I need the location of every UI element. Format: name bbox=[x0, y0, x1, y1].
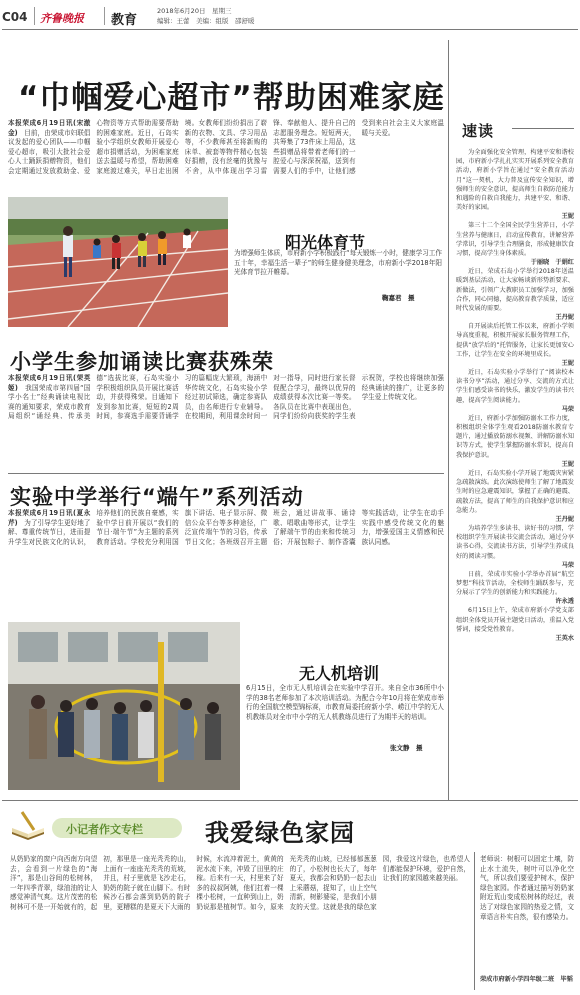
article3-text: 为了引导学生更好地了解、尊重传统节日，进而提升学生对民族文化的认识，培养他们的民族自豪感，实验中学日前开展以“我们的节日·端午节”为主题的系列教育活动。学校充分利用国旗下讲话、电子显示屏、微信公众平台等多种途径，广泛宣传端午节的习俗，传承节日文化；各班级召开主题班会，通过讲故事、诵诗歌、唱歌曲等形式，让学生了解端午节的由来和传统习俗；开展包粽子、制作香囊等实践活动，让学生在动手实践中感受传统文化的魅力，增强爱国主义情感和民族认同感。 bbox=[8, 509, 444, 546]
quick-news-line bbox=[512, 128, 574, 129]
photo1-title: 阳光体育节 bbox=[285, 233, 366, 252]
column-teacher-note: 老师说：树根可以固定土壤，防止水土流失，树叶可以净化空气，所以我们要爱护树木，保护绿色家园。作者通过描写奶奶家附近荒山变成松树林的经过，表达了对绿色家园的热爱之情，文章语言朴实自然，很有感染力。 bbox=[480, 855, 574, 921]
quick-news-byline: 王丹妮 bbox=[555, 515, 574, 523]
photo2-caption: 6月15日，全市无人机培训会在实验中学召开。来自全市36所中小学的38名老师参加了本次培训活动。为配合今年10月将在荣成市举行的全国航空模型锦标赛，市教育局委托府新小学、崂江中学的无人机教练员对全市中小学的无人机教练员进行了为期半天的培训。 bbox=[246, 684, 444, 721]
drone-training-photo bbox=[8, 622, 240, 790]
quick-news-byline: 王妮 bbox=[561, 460, 574, 468]
column-divider bbox=[474, 852, 475, 990]
quick-news-item: 为培养学生多读书、读好书的习惯，学校组织学生开展读书交流会活动，通过分享读书心得，交流读书方法，引导学生养成良好的阅读习惯。 bbox=[456, 524, 574, 560]
photo2-title: 无人机培训 bbox=[299, 664, 380, 683]
quick-news-item: 近日，府新小学加强防溺水工作力度，积极组织全体学生观看2018防溺水教育专题片，通过播放防溺水视频、讲解防溺水知识等方式，使学生掌握防溺水常识，提高自我保护意识。 bbox=[456, 414, 574, 459]
quick-news-byline: 王丹妮 bbox=[555, 314, 574, 322]
article3-lead: 本报荣成6月19日讯(夏永芹) bbox=[8, 509, 91, 527]
quick-news-byline: 马荣 bbox=[561, 405, 574, 413]
article3-headline: 实验中学举行“端午”系列活动 bbox=[10, 485, 304, 509]
article1-text: 目前，由荣成市妇联倡议发起的爱心团队——巾帼爱心超市，吸引大批社会爱心人士踊跃捐赠物资，他们会定期通过发放救助金、爱心物资等方式帮助需要帮助的困难家庭。近日，石岛实验小学组织女教师开展爱心超市捐赠活动，为困难家庭送去温暖与希望，帮助困难家庭渡过难关，早日走出困境。女教师们纷纷捐出了崭新的衣物、文具、学习用品等，不少教师甚至将新购的床单、被套等物件精心包装好捐赠，没有丝毫的犹豫与不舍，从中体现出学习雷锋、奉献他人、提升自己的志愿服务理念。短短两天，共筹集了73件床上用品，这些捐赠品将带着老师们的一腔爱心与深深祝福，送到有需要人们的手中，让他们感受到来自社会主义大家庭温暖与关爱。 bbox=[8, 119, 444, 175]
header-divider-2 bbox=[104, 7, 105, 25]
header-divider bbox=[34, 7, 35, 25]
article2-lead: 本报荣成6月19日讯(荣英姬) bbox=[8, 374, 91, 392]
header-editors: 编辑：王蕾 美编：组版 邵舒暖 bbox=[157, 17, 255, 25]
article2-headline: 小学生参加诵读比赛获殊荣 bbox=[10, 350, 274, 374]
photo1-credit: 鞠嘉君 摄 bbox=[382, 294, 415, 302]
quick-news-item: 近日，石岛实验小学举行了“阅读校本读书分享”活动，通过分享、交流的方式让学生们感受读书的快乐，激发学生的读书兴趣，提高学生阅读能力。 bbox=[456, 369, 574, 404]
quick-news-byline: 马荣 bbox=[561, 561, 574, 569]
quick-news-list bbox=[456, 148, 574, 798]
section-name: 教育 bbox=[111, 13, 138, 28]
column-label-badge bbox=[52, 818, 182, 838]
column-headline: 我爱绿色家园 bbox=[205, 819, 355, 847]
quick-news-item: 自开展读后托管工作以来，府新小学领导高度重视，积极开展家长服务管理工作，提供“放学后的”托管服务，让家长更加安心工作，让学生在安全的环境里成长。 bbox=[456, 323, 574, 358]
column-rule bbox=[2, 800, 578, 801]
quick-news-item: 日前，荣成市实验小学举办首届“航空梦想”科技节活动，全校师生踊跃参与，充分展示了学生的创新能力和实践能力。 bbox=[456, 570, 574, 597]
article2-rule bbox=[8, 473, 444, 474]
quick-news-byline: 王妮 bbox=[561, 360, 574, 368]
column-body: 从奶奶家的窗户向西南方向望去，会看到一片绿色的“海洋”，那是山谷间的松树林，一年四季青翠，绿油油的让人感觉神清气爽。这片茂密的松树林可不是一开始就有的，起初，那里是一座光秃秃的山，上面有一座座光秃秃的荒坡，并且，村子里就是飞沙走石，奶奶的院子就在山脚下。有时候沙石都会落到奶奶的院子里，更糟糕的是夏天下大雨的时候，水流冲着泥土，黄黄的泥水流下来，冲毁了田里的庄稼。后来有一天，村里来了好多的叔叔阿姨，他们扛着一棵棵小松树，一直种到山上，奶奶说那是植树节。如今，原来光秃秃的山坡，已经郁郁葱葱的了，小松树也长大了，每年夏天，我都会和奶奶一起去山上采蘑菇，捉知了，山上空气清新，树影婆娑，是我们小朋友的天堂。这就是我的绿色家园，我爱这片绿色，也希望人们都能保护环境，爱护自然，让我们的家园越来越美丽。 bbox=[10, 855, 470, 911]
quick-news-header bbox=[454, 118, 576, 140]
sidebar-divider bbox=[448, 40, 449, 800]
quick-news-byline: 王妮 bbox=[561, 213, 574, 221]
quick-news-byline: 于丽晓 于娟红 bbox=[530, 259, 574, 267]
sports-day-photo bbox=[8, 197, 228, 327]
article2-text: 我国荣成市第四届“国学小名士”经典诵读电视比赛的通知要求，荣成市教育局组织“诵经典、传承美德”选拔比赛，石岛实验小学积极组织队员开展比赛活动，并获得殊荣。目通知下发到参加比赛，短短的2周时间，参赛选手需要背诵学习的篇幅庞大繁琐，海涵中华传统文化，石岛实验小学经过初试筛选，确定参赛队员，由名师进行专业辅导。在校期间，利用课余时间一对一指导，同时进行家长督促配合学习，最终以优异的成绩获得本次比赛一等奖。各队员在比赛中表现出色，同学们纷纷向获奖的学生表示祝贺，学校也将继续加强经典诵读的推广，让更多的学生爱上传统文化。 bbox=[8, 374, 444, 421]
quick-news-item: 为全面强化安全管理，构建平安和谐校园，市府新小学扎扎实实开展系列安全教育活动，府新小学旨在通过“安全教育活动月”这一契机，大力普及宣传安全知识，增强师生的安全意识，提高师生自救防范能力和遇险的自救自我能力，共建平安、和谐、美好的家园。 bbox=[456, 149, 574, 212]
newspaper-logo: 齐鲁晚报 bbox=[40, 12, 84, 25]
article1-lead: 本报荣成6月19日讯(宋澈金) bbox=[8, 119, 91, 137]
quick-news-item: 6月15日上午，荣成市府新小学党支部组织全体党员开展主题党日活动，重温入党誓词，接受党性教育。 bbox=[456, 607, 574, 633]
photo2-credit: 张文静 摄 bbox=[390, 744, 423, 752]
book-pen-icon bbox=[10, 810, 46, 844]
article2-body bbox=[8, 374, 444, 468]
photo1-caption: 为增强师生体质，市府新小学积极践行“每天锻炼一小时，健康学习工作五十年，幸福生活一辈子”的师生健身健美理念，市府新小学2018年阳光体育节拉开帷幕。 bbox=[234, 249, 442, 277]
column-label: 小记者作文专栏 bbox=[66, 823, 143, 836]
quick-news-byline: 许永透 bbox=[555, 598, 574, 606]
column-author: 荣成市府新小学四年级二班 毕韬 bbox=[480, 976, 573, 983]
article3-body bbox=[8, 509, 444, 613]
article1-body bbox=[8, 119, 444, 195]
quick-news-byline: 王英水 bbox=[555, 634, 574, 642]
page-number: C04 bbox=[2, 10, 28, 24]
header-date: 2018年6月20日 星期三 bbox=[157, 7, 232, 15]
quick-news-item: 第三十二个全国全民学生营养日，小学生营养与健康日，启动宣传教育，讲解营养学常识，引导学生合理膳食，形成健康饮食习惯，提高学生身体素质。 bbox=[456, 222, 574, 258]
header-rule bbox=[2, 29, 578, 30]
quick-news-item: 近日，石岛实验小学开展了地震灾害紧急疏散演练。此次演练使师生了解了地震发生时的应急避震知识，掌握了正确的避震、疏散方法，提高了师生的自我保护意识和应急能力。 bbox=[456, 469, 574, 514]
quick-news-title: 速读 bbox=[462, 122, 495, 140]
article1-headline: “巾帼爱心超市”帮助困难家庭 bbox=[18, 80, 445, 116]
quick-news-item: 近日，荣成石岛小学举行2018年送温暖到基层活动，让大家畅谈新形势新要求、新做法，引领广大教职员工加强学习，加强合作，同心同德，提高教育教学质量，适应时代发展的需要。 bbox=[456, 268, 574, 313]
